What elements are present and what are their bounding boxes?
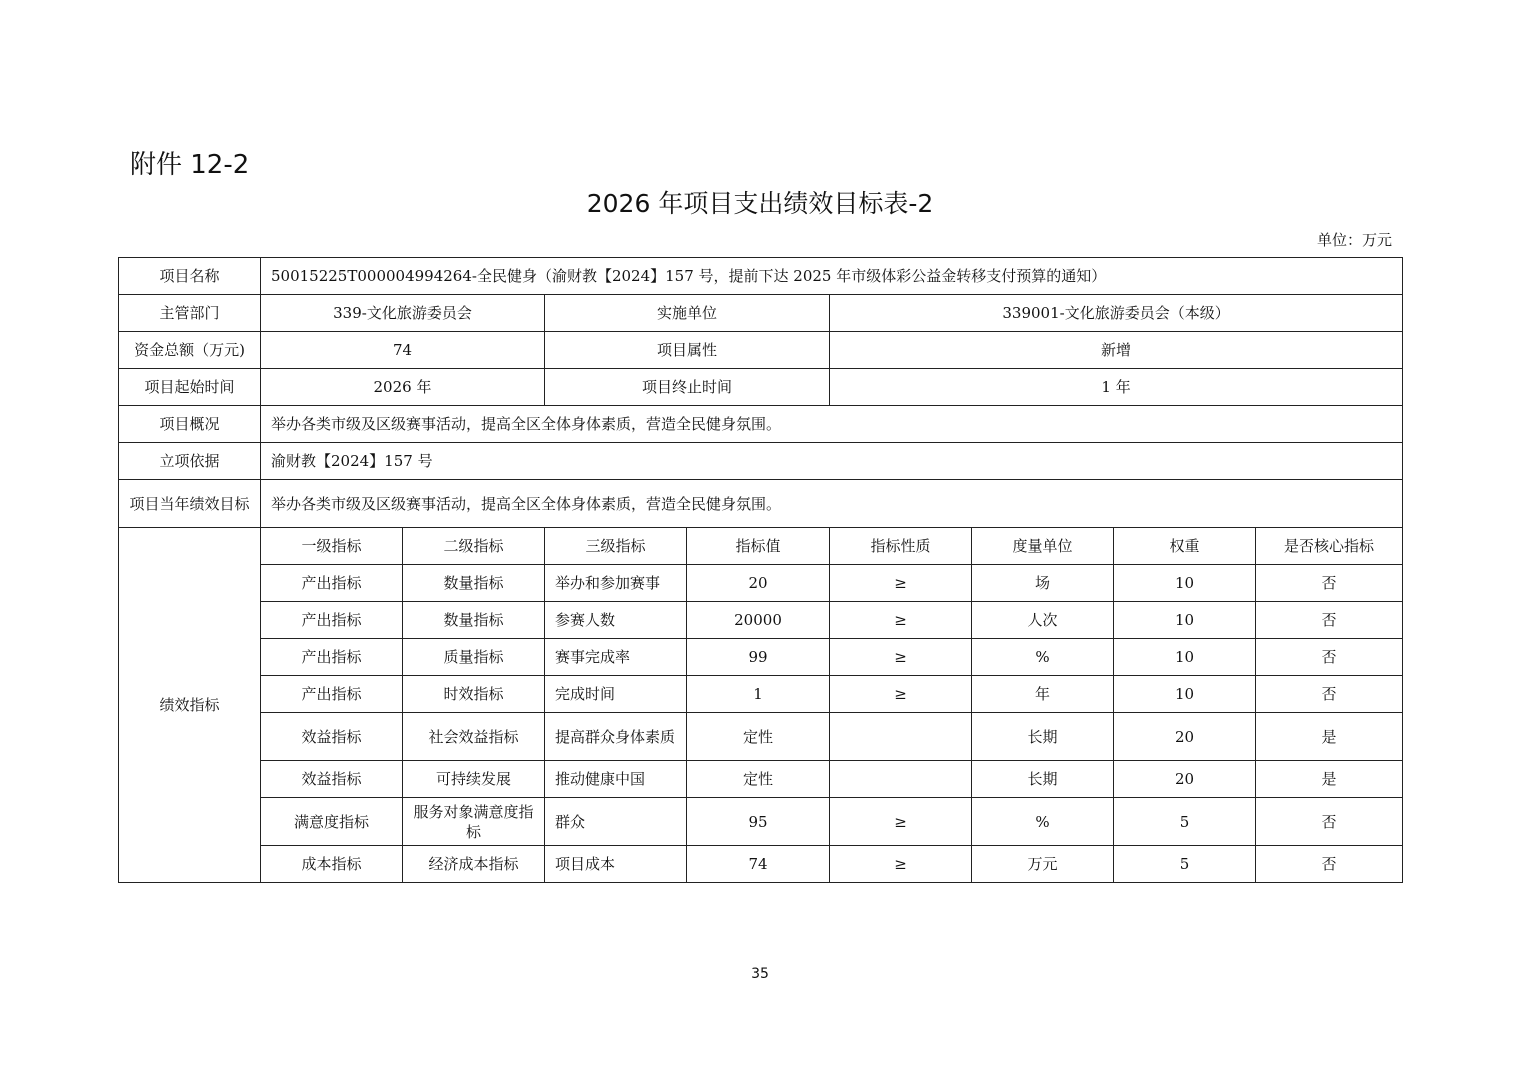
start-label: 项目起始时间 bbox=[119, 369, 261, 406]
indicator-row bbox=[119, 676, 1403, 713]
nature-cell bbox=[830, 761, 972, 798]
level1-cell: 产出指标 bbox=[261, 602, 403, 639]
performance-table bbox=[118, 257, 1403, 883]
funds-value: 74 bbox=[261, 332, 545, 369]
page-title: 2026 年项目支出绩效目标表-2 bbox=[586, 189, 934, 218]
level2-cell: 服务对象满意度指标 bbox=[403, 798, 545, 846]
level1-cell: 成本指标 bbox=[261, 846, 403, 883]
nature-cell: ≥ bbox=[830, 602, 972, 639]
level2-cell: 数量指标 bbox=[403, 602, 545, 639]
unit-cell: 场 bbox=[972, 565, 1114, 602]
unit-label: 单位：万元 bbox=[1316, 231, 1392, 249]
level2-cell: 数量指标 bbox=[403, 565, 545, 602]
header-core: 是否核心指标 bbox=[1256, 528, 1403, 565]
nature-cell bbox=[830, 713, 972, 761]
level2-cell: 经济成本指标 bbox=[403, 846, 545, 883]
header-level1: 一级指标 bbox=[261, 528, 403, 565]
attr-label: 项目属性 bbox=[545, 332, 830, 369]
dept-label: 主管部门 bbox=[119, 295, 261, 332]
weight-cell: 10 bbox=[1114, 602, 1256, 639]
core-cell: 是 bbox=[1256, 761, 1403, 798]
indicator-header-row bbox=[119, 528, 1403, 565]
header-unit: 度量单位 bbox=[972, 528, 1114, 565]
start-value: 2026 年 bbox=[261, 369, 545, 406]
value-cell: 定性 bbox=[687, 713, 830, 761]
core-cell: 否 bbox=[1256, 676, 1403, 713]
value-cell: 20000 bbox=[687, 602, 830, 639]
level3-cell: 群众 bbox=[545, 798, 687, 846]
row-goal bbox=[119, 480, 1403, 528]
page-number: 35 bbox=[751, 966, 769, 982]
value-cell: 1 bbox=[687, 676, 830, 713]
value-cell: 定性 bbox=[687, 761, 830, 798]
level1-cell: 产出指标 bbox=[261, 565, 403, 602]
row-time bbox=[119, 369, 1403, 406]
row-funds bbox=[119, 332, 1403, 369]
nature-cell: ≥ bbox=[830, 846, 972, 883]
attr-value: 新增 bbox=[830, 332, 1403, 369]
overview-label: 项目概况 bbox=[119, 406, 261, 443]
basis-value: 渝财教【2024】157 号 bbox=[261, 443, 1403, 480]
unit-cell: 年 bbox=[972, 676, 1114, 713]
project-name-label: 项目名称 bbox=[119, 258, 261, 295]
core-cell: 否 bbox=[1256, 798, 1403, 846]
level1-cell: 满意度指标 bbox=[261, 798, 403, 846]
level3-cell: 项目成本 bbox=[545, 846, 687, 883]
level1-cell: 产出指标 bbox=[261, 676, 403, 713]
value-cell: 20 bbox=[687, 565, 830, 602]
core-cell: 否 bbox=[1256, 639, 1403, 676]
weight-cell: 20 bbox=[1114, 713, 1256, 761]
goal-label: 项目当年绩效目标 bbox=[119, 480, 261, 528]
header-value: 指标值 bbox=[687, 528, 830, 565]
level1-cell: 效益指标 bbox=[261, 761, 403, 798]
nature-cell: ≥ bbox=[830, 639, 972, 676]
core-cell: 否 bbox=[1256, 602, 1403, 639]
overview-value: 举办各类市级及区级赛事活动，提高全区全体身体素质，营造全民健身氛围。 bbox=[261, 406, 1403, 443]
indicator-row bbox=[119, 713, 1403, 761]
row-dept bbox=[119, 295, 1403, 332]
value-cell: 74 bbox=[687, 846, 830, 883]
level2-cell: 时效指标 bbox=[403, 676, 545, 713]
level1-cell: 效益指标 bbox=[261, 713, 403, 761]
unit-cell: 人次 bbox=[972, 602, 1114, 639]
nature-cell: ≥ bbox=[830, 798, 972, 846]
level3-cell: 提高群众身体素质 bbox=[545, 713, 687, 761]
funds-label: 资金总额（万元) bbox=[119, 332, 261, 369]
core-cell: 否 bbox=[1256, 846, 1403, 883]
impl-unit-value: 339001-文化旅游委员会（本级） bbox=[830, 295, 1403, 332]
nature-cell: ≥ bbox=[830, 565, 972, 602]
attachment-label: 附件 12-2 bbox=[130, 150, 250, 180]
unit-cell: % bbox=[972, 639, 1114, 676]
weight-cell: 10 bbox=[1114, 676, 1256, 713]
indicator-row bbox=[119, 798, 1403, 846]
core-cell: 是 bbox=[1256, 713, 1403, 761]
unit-cell: 长期 bbox=[972, 761, 1114, 798]
unit-cell: 万元 bbox=[972, 846, 1114, 883]
value-cell: 95 bbox=[687, 798, 830, 846]
level2-cell: 社会效益指标 bbox=[403, 713, 545, 761]
unit-cell: 长期 bbox=[972, 713, 1114, 761]
goal-value: 举办各类市级及区级赛事活动，提高全区全体身体素质，营造全民健身氛围。 bbox=[261, 480, 1403, 528]
impl-unit-label: 实施单位 bbox=[545, 295, 830, 332]
level2-cell: 质量指标 bbox=[403, 639, 545, 676]
project-name-value: 50015225T000004994264-全民健身（渝财教【2024】157 号，提前下达 2025 年市级体彩公益金转移支付预算的通知） bbox=[261, 258, 1403, 295]
indicators-section-label: 绩效指标 bbox=[119, 528, 261, 883]
indicator-row bbox=[119, 565, 1403, 602]
indicator-row bbox=[119, 639, 1403, 676]
header-level2: 二级指标 bbox=[403, 528, 545, 565]
end-label: 项目终止时间 bbox=[545, 369, 830, 406]
row-basis bbox=[119, 443, 1403, 480]
weight-cell: 10 bbox=[1114, 639, 1256, 676]
end-value: 1 年 bbox=[830, 369, 1403, 406]
unit-cell: % bbox=[972, 798, 1114, 846]
level3-cell: 完成时间 bbox=[545, 676, 687, 713]
basis-label: 立项依据 bbox=[119, 443, 261, 480]
level3-cell: 推动健康中国 bbox=[545, 761, 687, 798]
header-level3: 三级指标 bbox=[545, 528, 687, 565]
header-weight: 权重 bbox=[1114, 528, 1256, 565]
weight-cell: 20 bbox=[1114, 761, 1256, 798]
weight-cell: 5 bbox=[1114, 798, 1256, 846]
value-cell: 99 bbox=[687, 639, 830, 676]
indicator-row bbox=[119, 846, 1403, 883]
weight-cell: 10 bbox=[1114, 565, 1256, 602]
level1-cell: 产出指标 bbox=[261, 639, 403, 676]
level2-cell: 可持续发展 bbox=[403, 761, 545, 798]
row-overview bbox=[119, 406, 1403, 443]
row-project-name bbox=[119, 258, 1403, 295]
dept-value: 339-文化旅游委员会 bbox=[261, 295, 545, 332]
level3-cell: 举办和参加赛事 bbox=[545, 565, 687, 602]
indicator-row bbox=[119, 761, 1403, 798]
indicator-row bbox=[119, 602, 1403, 639]
level3-cell: 赛事完成率 bbox=[545, 639, 687, 676]
level3-cell: 参赛人数 bbox=[545, 602, 687, 639]
nature-cell: ≥ bbox=[830, 676, 972, 713]
weight-cell: 5 bbox=[1114, 846, 1256, 883]
core-cell: 否 bbox=[1256, 565, 1403, 602]
header-nature: 指标性质 bbox=[830, 528, 972, 565]
